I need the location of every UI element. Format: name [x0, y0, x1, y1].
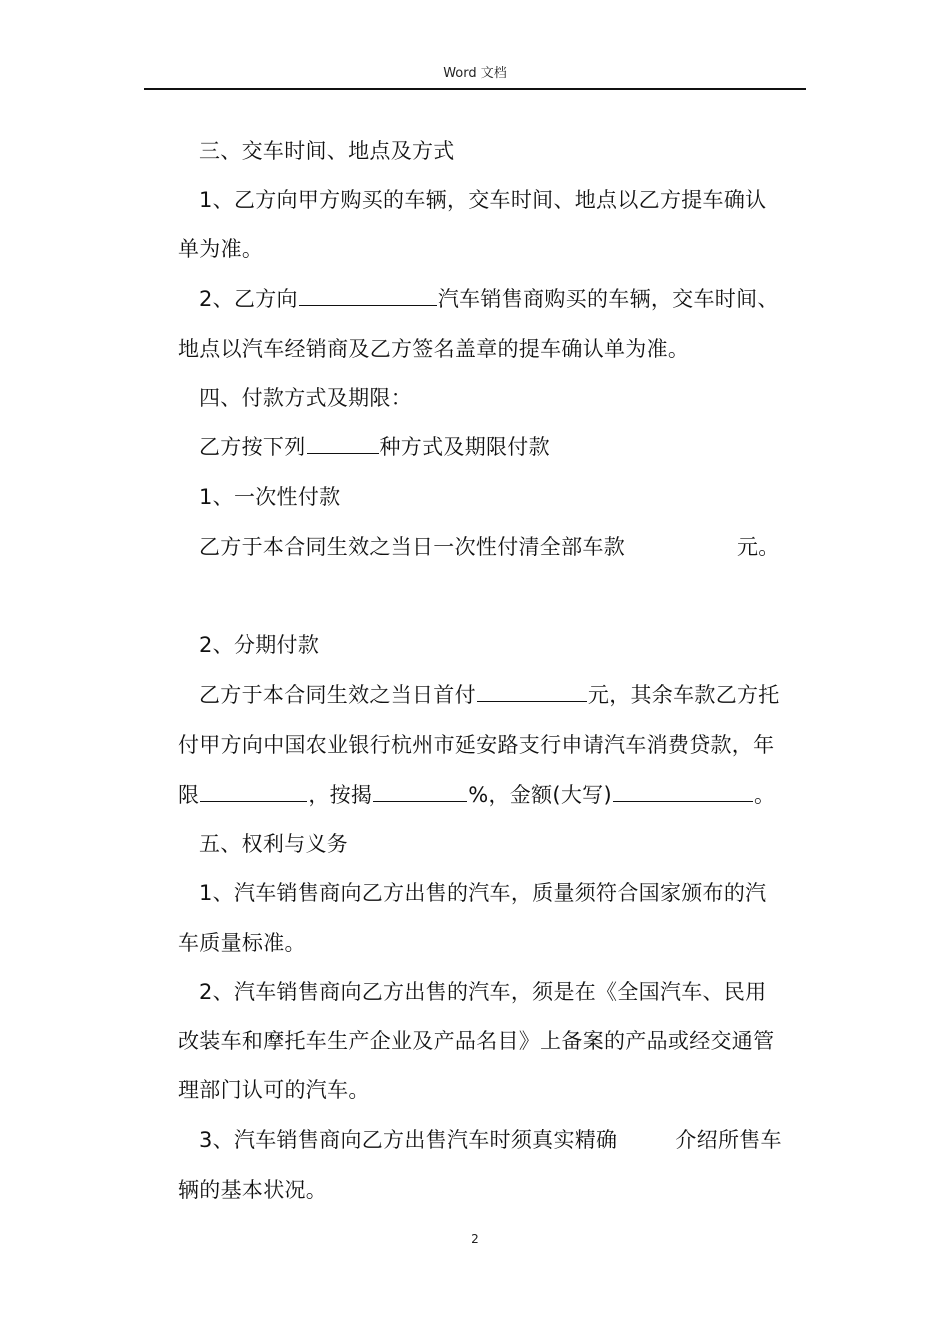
page-number: 2: [471, 1232, 479, 1246]
paragraph-line: 2、汽车销售商向乙方出售的汽车，须是在《全国汽车、民用: [199, 980, 767, 1004]
paragraph-line: 车质量标准。: [178, 931, 306, 955]
paragraph-line: [199, 285, 779, 313]
fill-in-blank-mortgage-percent[interactable]: [373, 781, 467, 802]
paragraph-line: 1、乙方向甲方购买的车辆，交车时间、地点以乙方提车确认: [199, 188, 767, 212]
text-segment: 限: [178, 783, 200, 807]
fill-in-blank-method[interactable]: [307, 433, 379, 454]
paragraph-line: 改装车和摩托车生产企业及产品名目》上备案的产品或经交通管: [178, 1029, 775, 1053]
header-title: Word 文档: [443, 66, 507, 81]
text-segment: %，金额(大写): [468, 783, 612, 807]
paragraph-line: 地点以汽车经销商及乙方签名盖章的提车确认单为准。: [178, 337, 690, 361]
paragraph-line: [199, 681, 780, 709]
text-segment: 2、乙方向: [199, 287, 298, 311]
paragraph-line: 单为准。: [178, 237, 264, 261]
text-segment: 乙方于本合同生效之当日一次性付清全部车款: [199, 535, 625, 559]
text-segment: 介绍所售车: [675, 1128, 782, 1152]
fill-in-blank-amount-words[interactable]: [613, 781, 753, 802]
paragraph-line: [199, 1126, 782, 1154]
paragraph-line: 辆的基本状况。: [178, 1178, 328, 1202]
text-segment: 。: [753, 783, 776, 807]
fill-in-blank-dealer[interactable]: [299, 285, 437, 306]
section-heading-delivery: 三、交车时间、地点及方式: [199, 139, 455, 163]
section-heading-payment: 四、付款方式及期限：: [199, 386, 412, 410]
text-segment: 汽车销售商购买的车辆，交车时间、: [437, 287, 779, 311]
paragraph-line: 1、汽车销售商向乙方出售的汽车，质量须符合国家颁布的汽: [199, 881, 767, 905]
text-segment: 3、汽车销售商向乙方出售汽车时须真实精确: [199, 1128, 618, 1152]
subheading-installment: 2、分期付款: [199, 633, 320, 657]
paragraph-line: [199, 533, 780, 561]
text-segment: ，按揭: [308, 783, 373, 807]
text-segment: 元。: [737, 535, 780, 559]
subheading-lump-sum: 1、一次性付款: [199, 485, 341, 509]
text-segment: 元，其余车款乙方托: [587, 683, 780, 707]
section-heading-rights: 五、权利与义务: [199, 832, 349, 856]
paragraph-line: [178, 781, 775, 809]
page-header: [144, 62, 806, 90]
paragraph-line: [199, 433, 550, 461]
paragraph-line: 付甲方向中国农业银行杭州市延安路支行申请汽车消费贷款，年: [178, 733, 775, 757]
paragraph-line: 理部门认可的汽车。: [178, 1078, 370, 1102]
text-segment: 种方式及期限付款: [379, 435, 550, 459]
text-segment: 乙方按下列: [199, 435, 306, 459]
fill-in-blank-down-payment[interactable]: [477, 681, 587, 702]
fill-in-blank-term[interactable]: [200, 781, 307, 802]
text-segment: 乙方于本合同生效之当日首付: [199, 683, 476, 707]
